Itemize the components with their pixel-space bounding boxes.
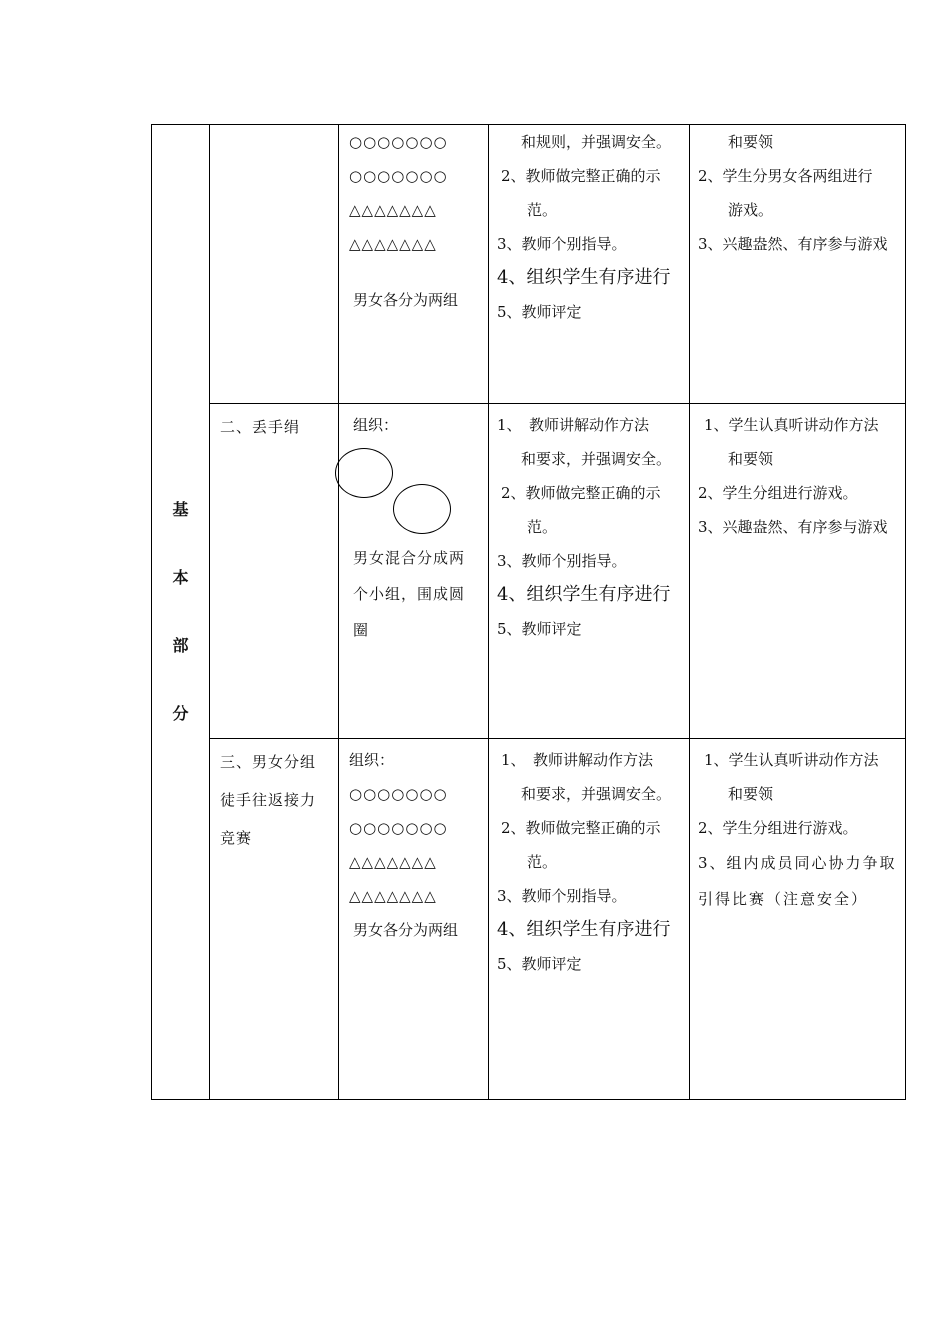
teacher-activity-cell: 1、 教师讲解动作方法 和要求，并强调安全。 2、教师做完整正确的示 范。 3、教师个别指导。 4、组织学生有序进行 5、教师评定 xyxy=(489,739,690,1100)
organization-cell xyxy=(339,125,489,404)
formation-line: △△△△△△△ xyxy=(349,235,437,253)
student-activity-cell: 1、学生认真听讲动作方法 和要领 2、学生分组进行游戏。 3、兴趣盎然、有序参与游戏 xyxy=(690,404,906,739)
topic-cell: 三、男女分组徒手往返接力竞赛 xyxy=(210,739,339,1100)
table-row xyxy=(152,125,906,404)
section-cell xyxy=(152,125,210,1100)
student-activity-cell: 和要领 2、学生分男女各两组进行 游戏。 3、兴趣盎然、有序参与游戏 xyxy=(690,125,906,404)
formation-line: ○○○○○○○ xyxy=(349,785,448,803)
topic-cell: 二、丢手绢 xyxy=(210,404,339,739)
teacher-activity-cell: 1、 教师讲解动作方法 和要求，并强调安全。 2、教师做完整正确的示 范。 3、教师个别指导。 4、组织学生有序进行 5、教师评定 xyxy=(489,404,690,739)
organization-cell xyxy=(339,739,489,1100)
organization-cell xyxy=(339,404,489,739)
formation-line: △△△△△△△ xyxy=(349,887,437,905)
org-label: 组织： xyxy=(349,751,395,769)
formation-line: △△△△△△△ xyxy=(349,853,437,871)
formation-line: ○○○○○○○ xyxy=(349,133,448,151)
lesson-plan-table xyxy=(151,124,906,1100)
formation-line: ○○○○○○○ xyxy=(349,167,448,185)
formation-line: △△△△△△△ xyxy=(349,201,437,219)
student-activity-cell: 1、学生认真听讲动作方法 和要领 2、学生分组进行游戏。 3、组内成员同心协力争取引得比赛（注意安全） xyxy=(690,739,906,1100)
table-row xyxy=(152,404,906,739)
teacher-activity-cell: 和规则，并强调安全。 2、教师做完整正确的示 范。 3、教师个别指导。 4、组织学生有序进行 5、教师评定 xyxy=(489,125,690,404)
section-label: 基 本 部 分 xyxy=(172,500,189,723)
table-row xyxy=(152,739,906,1100)
formation-line: ○○○○○○○ xyxy=(349,819,448,837)
org-label: 组织： xyxy=(353,416,399,434)
formation-circle xyxy=(393,484,451,534)
org-note: 男女各分为两组 xyxy=(353,291,459,309)
formation-circle xyxy=(335,448,393,498)
org-note: 男女各分为两组 xyxy=(353,921,459,939)
org-note: 男女混合分成两个小组，围成圆圈 xyxy=(353,549,466,639)
topic-cell xyxy=(210,125,339,404)
